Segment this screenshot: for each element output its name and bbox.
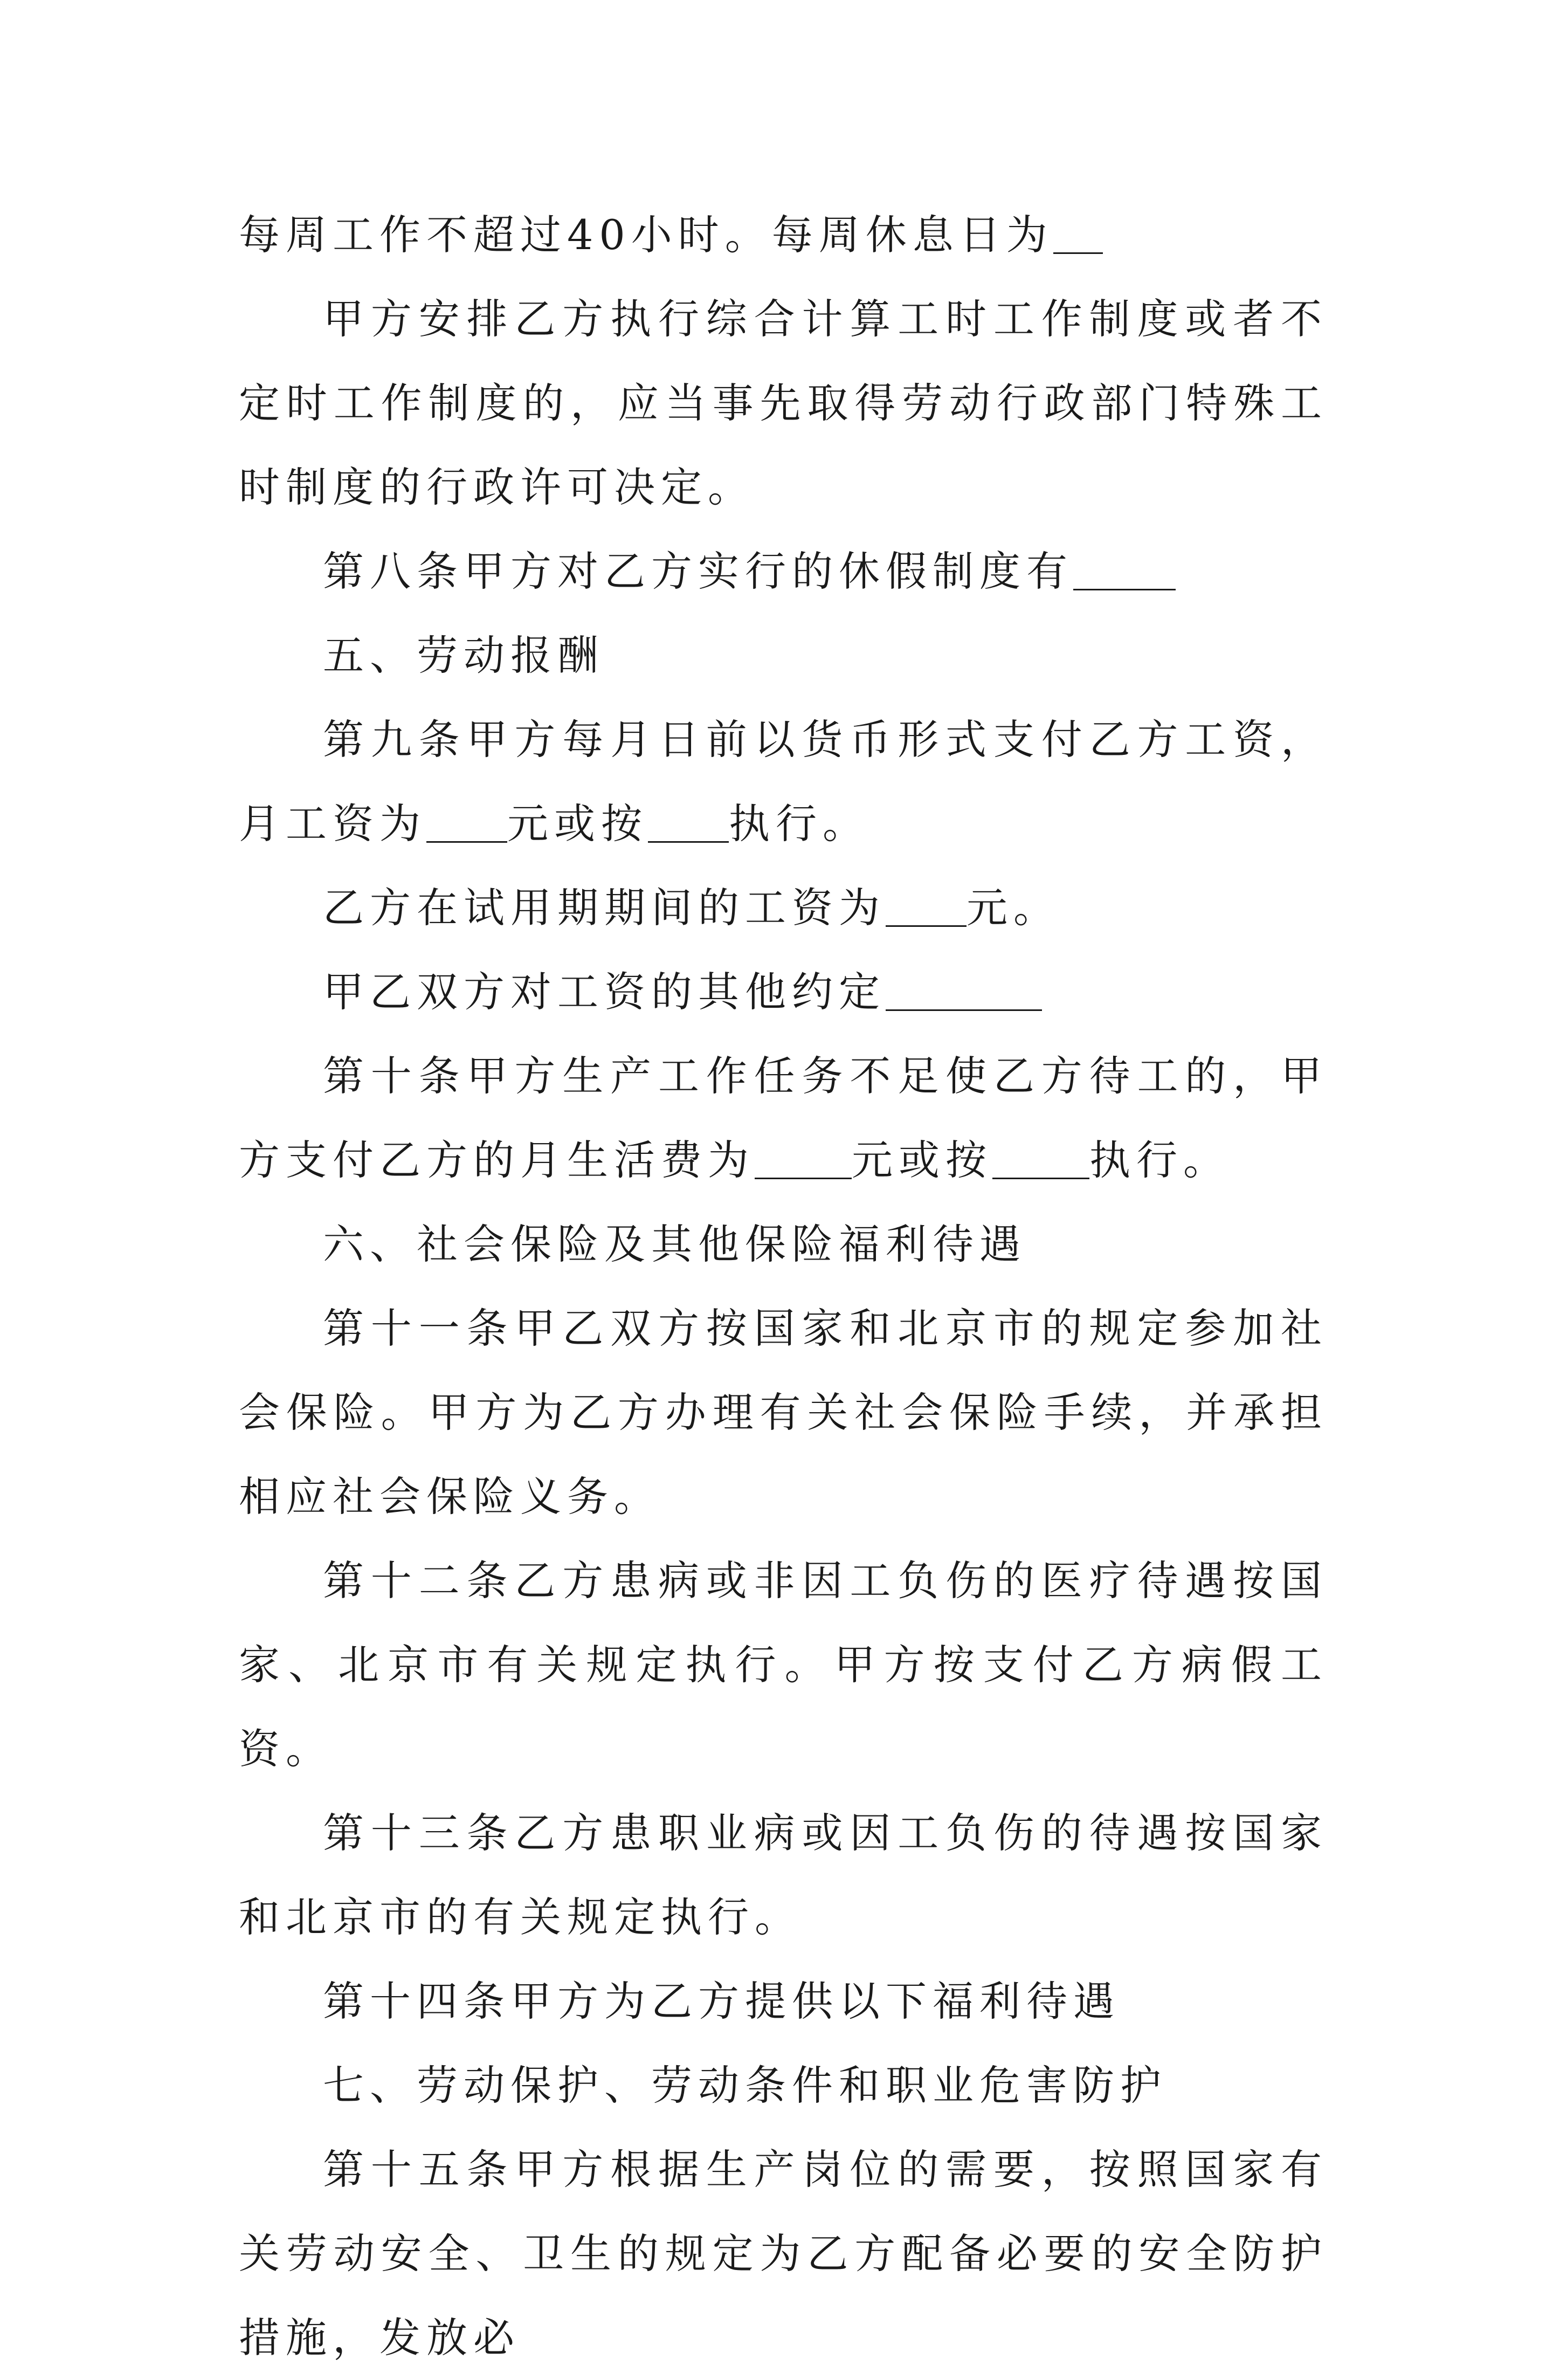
article-10-text-b: 元或按 [852, 1136, 992, 1184]
paragraph-flexible-hours [239, 277, 1328, 529]
other-salary-blank [886, 968, 1042, 1011]
paragraph-article-12 [239, 1539, 1328, 1791]
article-9-text-a: 第九条甲方每月日前以货币形式支付乙方工资，月工资为 [239, 716, 1328, 848]
paragraph-article-9 [239, 698, 1328, 866]
document-body [239, 193, 1328, 2380]
allowance-basis-blank [992, 1137, 1089, 1179]
monthly-salary-blank [426, 800, 507, 843]
article-9-text-b: 元或按 [507, 800, 648, 848]
paragraph-article-11 [239, 1287, 1328, 1539]
paragraph-article-14 [239, 1959, 1328, 2044]
section-5-title: 五、劳动报酬 [323, 631, 604, 679]
living-allowance-blank [755, 1137, 852, 1179]
weekly-hours-text: 每周工作不超过40小时。每周休息日为 [239, 211, 1053, 259]
section-heading-6 [239, 1202, 1328, 1287]
salary-basis-blank [648, 800, 729, 843]
paragraph-weekly-hours [239, 193, 1328, 277]
other-salary-text: 甲乙双方对工资的其他约定 [323, 968, 886, 1016]
article-10-text-a: 第十条甲方生产工作任务不足使乙方待工的，甲方支付乙方的月生活费为 [239, 1052, 1328, 1184]
section-heading-7 [239, 2044, 1328, 2128]
paragraph-other-salary [239, 950, 1328, 1034]
paragraph-article-13 [239, 1791, 1328, 1959]
article-12-text: 第十二条乙方患病或非因工负伤的医疗待遇按国家、北京市有关规定执行。甲方按支付乙方病假工资。 [239, 1557, 1328, 1773]
article-14-text: 第十四条甲方为乙方提供以下福利待遇 [323, 1977, 1120, 2025]
section-7-title: 七、劳动保护、劳动条件和职业危害防护 [323, 2061, 1167, 2109]
paragraph-article-8 [239, 529, 1328, 614]
rest-day-blank [1053, 211, 1103, 254]
flexible-hours-text: 甲方安排乙方执行综合计算工时工作制度或者不定时工作制度的，应当事先取得劳动行政部门特殊工时制度的行政许可决定。 [239, 295, 1328, 511]
paragraph-probation-salary [239, 866, 1328, 950]
article-15-text: 第十五条甲方根据生产岗位的需要，按照国家有关劳动安全、卫生的规定为乙方配备必要的安全防护措施，发放必 [239, 2145, 1328, 2362]
paragraph-article-10 [239, 1034, 1328, 1202]
article-11-text: 第十一条甲乙双方按国家和北京市的规定参加社会保险。甲方为乙方办理有关社会保险手续，并承担相应社会保险义务。 [239, 1304, 1328, 1521]
probation-text-a: 乙方在试用期期间的工资为 [323, 884, 886, 932]
section-heading-5 [239, 614, 1328, 698]
leave-system-blank [1073, 548, 1176, 590]
probation-text-b: 元。 [967, 884, 1060, 932]
article-13-text: 第十三条乙方患职业病或因工负伤的待遇按国家和北京市的有关规定执行。 [239, 1809, 1328, 1941]
paragraph-article-15 [239, 2128, 1328, 2380]
probation-salary-blank [886, 884, 967, 927]
article-8-text: 第八条甲方对乙方实行的休假制度有 [323, 547, 1073, 595]
article-10-text-c: 执行。 [1089, 1136, 1230, 1184]
article-9-text-c: 执行。 [729, 800, 869, 848]
section-6-title: 六、社会保险及其他保险福利待遇 [323, 1220, 1026, 1268]
